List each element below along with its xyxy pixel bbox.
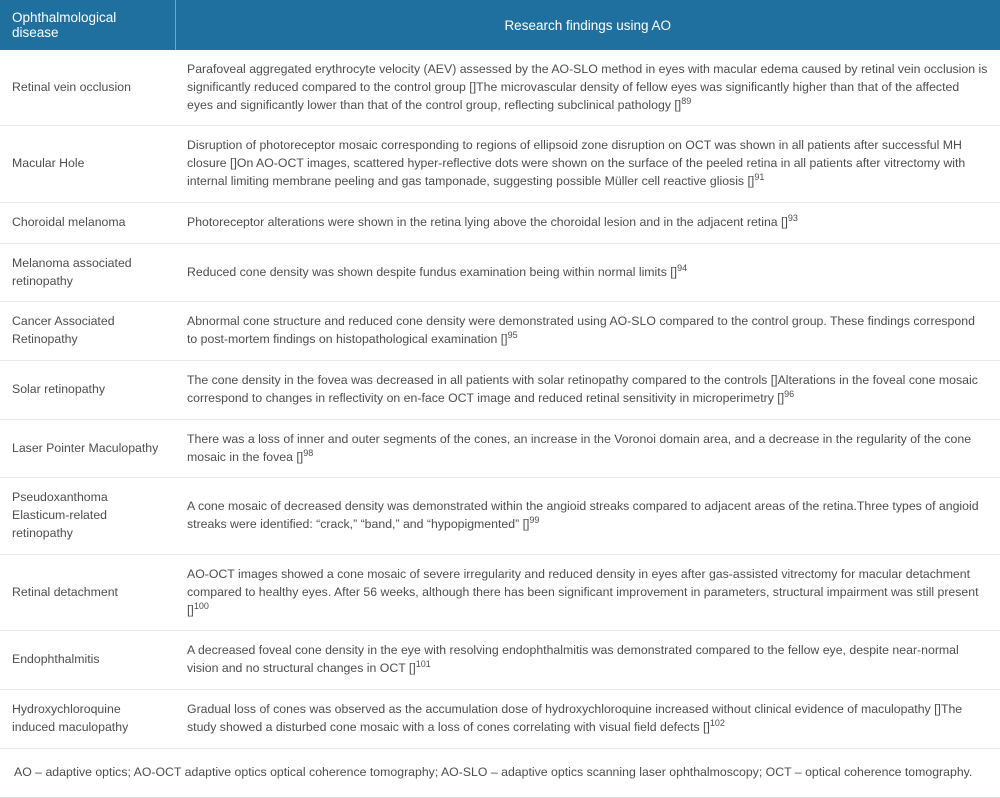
findings-text: A cone mosaic of decreased density was demonstrated within the angioid streaks compared to adjacent areas of the retina.Three types of angioid streaks were identified: “crack,” “band,” and “hypopigmented” []: [187, 499, 979, 532]
findings-text: A decreased foveal cone density in the eye with resolving endophthalmitis was demonstrated compared to the fellow eye, despite near-normal vision and no structural changes in OCT []: [187, 643, 959, 676]
reference-superscript[interactable]: 101: [415, 659, 431, 670]
findings-text: The cone density in the fovea was decreased in all patients with solar retinopathy compared to the controls []Alterations in the foveal cone mosaic correspond to changes in reflectivity on en-face OCT image and reduced retinal sensitivity in microperimetry []: [187, 373, 978, 405]
table-footnote: AO – adaptive optics; AO-OCT adaptive optics optical coherence tomography; AO-SLO – adaptive optics scanning laser ophthalmoscopy; OCT – optical coherence tomography.: [0, 749, 1000, 798]
cell-findings: [175, 202, 1000, 243]
reference-superscript[interactable]: 95: [507, 330, 518, 341]
table-header: [0, 0, 1000, 50]
table-row: [0, 631, 1000, 690]
cell-findings: [175, 302, 1000, 361]
cell-findings: [175, 243, 1000, 302]
table-row: [0, 361, 1000, 420]
findings-text: Disruption of photoreceptor mosaic corresponding to regions of ellipsoid zone disruption on OCT was shown in all patients after successful MH closure []On AO-OCT images, scattered hyper-reflective dots were shown on the surface of the peeled retina in all patients after vitrectomy with internal limiting membrane peeling and gas tamponade, suggesting possible Müller cell reactive gliosis []: [187, 138, 966, 189]
reference-superscript[interactable]: 102: [709, 717, 725, 728]
table-row: [0, 243, 1000, 302]
cell-findings: [175, 50, 1000, 126]
table-row: [0, 202, 1000, 243]
cell-findings: [175, 631, 1000, 690]
reference-superscript[interactable]: 99: [529, 515, 540, 526]
reference-superscript[interactable]: 91: [754, 172, 765, 183]
table-row: [0, 554, 1000, 630]
reference-superscript[interactable]: 93: [787, 212, 798, 223]
table-row: [0, 50, 1000, 126]
findings-text: Gradual loss of cones was observed as the accumulation dose of hydroxychloroquine increased without clinical evidence of maculopathy []The study showed a disturbed cone mosaic with a loss of cones correlating with visual field defects []: [187, 702, 963, 734]
table-row: [0, 690, 1000, 749]
findings-text: Reduced cone density was shown despite fundus examination being within normal limits []: [187, 264, 678, 279]
cell-disease: Choroidal melanoma: [0, 202, 175, 243]
cell-disease: Retinal detachment: [0, 554, 175, 630]
cell-disease: Cancer Associated Retinopathy: [0, 302, 175, 361]
table-row: [0, 302, 1000, 361]
reference-superscript[interactable]: 89: [681, 95, 692, 106]
table-row: [0, 126, 1000, 202]
cell-disease: Laser Pointer Maculopathy: [0, 419, 175, 478]
column-header-findings[interactable]: Research findings using AO: [175, 0, 1000, 50]
table-row: [0, 419, 1000, 478]
cell-disease: Pseudoxanthoma Elasticum-related retinopathy: [0, 478, 175, 554]
cell-disease: Hydroxychloroquine induced maculopathy: [0, 690, 175, 749]
findings-text: Photoreceptor alterations were shown in the retina lying above the choroidal lesion and in the adjacent retina []: [187, 214, 788, 229]
cell-findings: [175, 690, 1000, 749]
table-row: [0, 478, 1000, 554]
column-header-disease[interactable]: Ophthalmological disease: [0, 0, 175, 50]
table-body: [0, 50, 1000, 748]
cell-disease: Retinal vein occlusion: [0, 50, 175, 126]
reference-superscript[interactable]: 96: [784, 388, 795, 399]
table-header-row: [0, 0, 1000, 50]
cell-disease: Melanoma associated retinopathy: [0, 243, 175, 302]
findings-text: AO-OCT images showed a cone mosaic of severe irregularity and reduced density in eyes after gas-assisted vitrectomy for macular detachment compared to healthy eyes. After 56 weeks, although there has been significant improvement in parameters, structural impairment was still present []: [187, 566, 979, 617]
cell-findings: [175, 419, 1000, 478]
cell-disease: Macular Hole: [0, 126, 175, 202]
reference-superscript[interactable]: 100: [193, 600, 209, 611]
reference-superscript[interactable]: 94: [677, 262, 688, 273]
cell-disease: Solar retinopathy: [0, 361, 175, 420]
reference-superscript[interactable]: 98: [303, 447, 314, 458]
findings-text: Abnormal cone structure and reduced cone density were demonstrated using AO-SLO compared to the control group. These findings correspond to post-mortem findings on histopathological examination []: [187, 314, 975, 347]
cell-findings: [175, 361, 1000, 420]
findings-text: There was a loss of inner and outer segments of the cones, an increase in the Voronoi domain area, and a decrease in the regularity of the cone mosaic in the fovea []: [187, 431, 972, 464]
cell-findings: [175, 126, 1000, 202]
cell-disease: Endophthalmitis: [0, 631, 175, 690]
findings-text: Parafoveal aggregated erythrocyte velocity (AEV) assessed by the AO-SLO method in eyes with macular edema caused by retinal vein occlusion is significantly reduced compared to the control group []The microvascular density of fellow eyes was significantly higher than that of the affected eyes and significantly lower than that of the control group, reflecting subclinical pathology []: [187, 62, 988, 112]
cell-findings: [175, 478, 1000, 554]
cell-findings: [175, 554, 1000, 630]
